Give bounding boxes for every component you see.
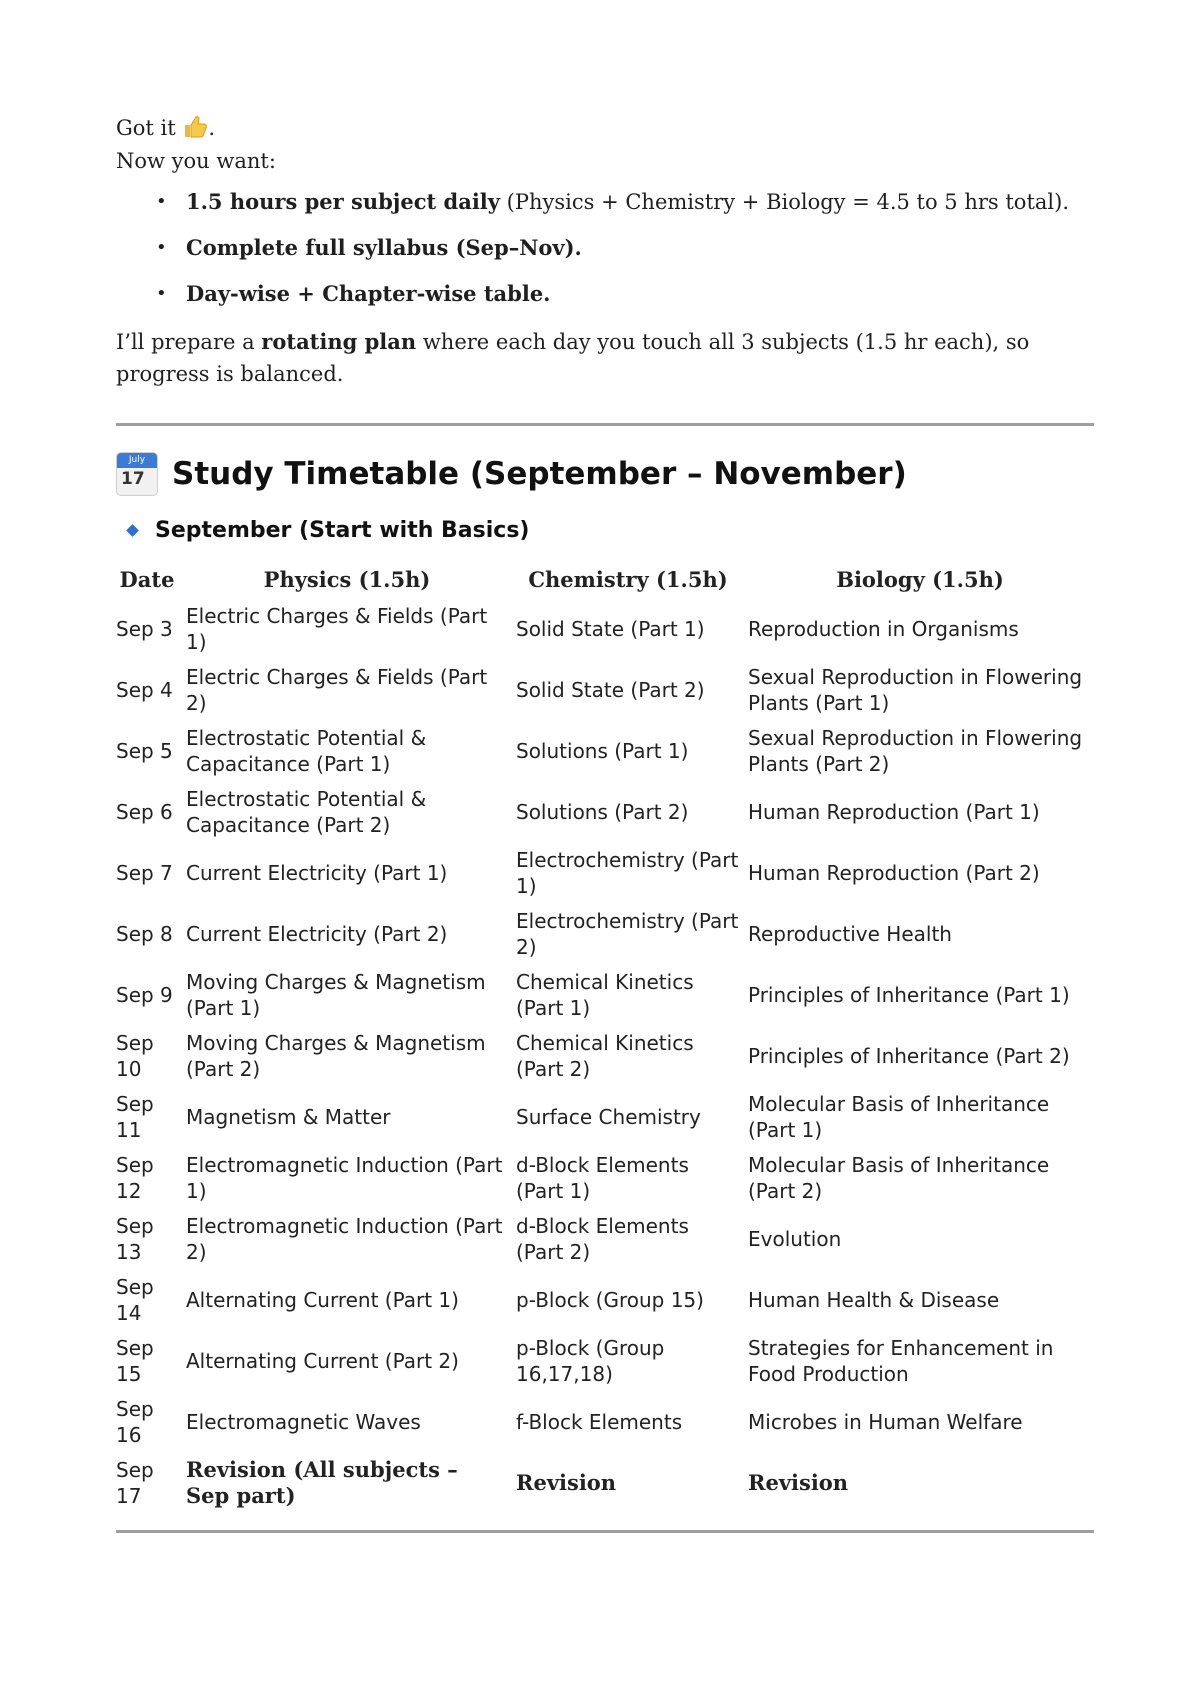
requirement-bold: Complete full syllabus (Sep–Nov). [186, 235, 582, 260]
cell-chemistry: p-Block (Group 16,17,18) [516, 1335, 665, 1386]
cell-date: Sep 15 [116, 1335, 154, 1386]
cell-physics: Alternating Current (Part 1) [186, 1287, 459, 1312]
list-item [186, 188, 1094, 216]
cell-biology: Strategies for Enhancement in Food Production [748, 1335, 1054, 1386]
table-row [112, 1208, 1096, 1269]
table-row [112, 1452, 1096, 1513]
intro-section [116, 112, 1094, 390]
cell-physics: Magnetism & Matter [186, 1104, 391, 1129]
divider [116, 1530, 1094, 1533]
cell-chemistry: Solid State (Part 2) [516, 677, 705, 702]
requirements-list [116, 188, 1094, 308]
cell-chemistry: Solid State (Part 1) [516, 616, 705, 641]
table-row [112, 1147, 1096, 1208]
cell-date: Sep 11 [116, 1091, 154, 1142]
cell-biology: Evolution [748, 1226, 842, 1251]
cell-chemistry: Chemical Kinetics (Part 2) [516, 1030, 694, 1081]
cell-date: Sep 9 [116, 982, 173, 1007]
table-row [112, 1391, 1096, 1452]
cell-physics: Electrostatic Potential & Capacitance (Part 2) [186, 786, 427, 837]
cell-physics: Revision (All subjects – Sep part) [186, 1456, 458, 1508]
cell-date: Sep 7 [116, 860, 173, 885]
cell-biology: Human Reproduction (Part 2) [748, 860, 1040, 885]
table-row [112, 598, 1096, 659]
requirement-bold: Day-wise + Chapter-wise table. [186, 281, 551, 306]
cell-chemistry: d-Block Elements (Part 1) [516, 1152, 689, 1203]
page-title: Study Timetable (September – November) [172, 456, 907, 492]
cell-date: Sep 8 [116, 921, 173, 946]
cell-physics: Electromagnetic Waves [186, 1409, 421, 1434]
table-row [112, 659, 1096, 720]
calendar-icon [116, 452, 158, 496]
got-it-text: Got it [116, 116, 176, 140]
list-item [186, 234, 1094, 262]
calendar-icon-month: July [117, 453, 157, 468]
cell-physics: Current Electricity (Part 1) [186, 860, 448, 885]
table-row [112, 903, 1096, 964]
header-biology: Biology (1.5h) [836, 566, 1004, 592]
now-you-want: Now you want: [116, 149, 276, 173]
plan-prefix: I’ll prepare a [116, 330, 262, 354]
got-it-period: . [208, 116, 216, 140]
cell-date: Sep 14 [116, 1274, 154, 1325]
cell-biology: Microbes in Human Welfare [748, 1409, 1023, 1434]
table-header-row [112, 560, 1096, 598]
list-item [186, 280, 1094, 308]
cell-physics: Moving Charges & Magnetism (Part 1) [186, 969, 486, 1020]
cell-date: Sep 6 [116, 799, 173, 824]
section-row [128, 518, 529, 543]
cell-date: Sep 10 [116, 1030, 154, 1081]
cell-chemistry: Solutions (Part 1) [516, 738, 689, 763]
table-row [112, 720, 1096, 781]
cell-physics: Moving Charges & Magnetism (Part 2) [186, 1030, 486, 1081]
table-row [112, 1269, 1096, 1330]
thumbs-up-icon [182, 115, 208, 139]
header-physics: Physics (1.5h) [263, 566, 431, 592]
cell-biology: Principles of Inheritance (Part 2) [748, 1043, 1070, 1068]
header-chemistry: Chemistry (1.5h) [528, 566, 728, 592]
requirement-bold: 1.5 hours per subject daily [186, 189, 500, 214]
cell-chemistry: Electrochemistry (Part 2) [516, 908, 739, 959]
table-row [112, 1330, 1096, 1391]
cell-biology: Revision [748, 1469, 849, 1495]
cell-date: Sep 4 [116, 677, 173, 702]
table-row [112, 1025, 1096, 1086]
requirement-rest: (Physics + Chemistry + Biology = 4.5 to 5 hrs total). [500, 190, 1069, 214]
cell-chemistry: Revision [516, 1469, 617, 1495]
cell-chemistry: Electrochemistry (Part 1) [516, 847, 739, 898]
calendar-icon-day: 17 [121, 469, 145, 489]
cell-physics: Electric Charges & Fields (Part 2) [186, 664, 488, 715]
section-title: September (Start with Basics) [155, 518, 530, 543]
cell-date: Sep 16 [116, 1396, 154, 1447]
plan-bold: rotating plan [261, 329, 417, 354]
cell-date: Sep 3 [116, 616, 173, 641]
cell-physics: Current Electricity (Part 2) [186, 921, 448, 946]
cell-biology: Human Reproduction (Part 1) [748, 799, 1040, 824]
table-body [112, 598, 1096, 1513]
plan-suffix: where each day you touch all 3 subjects (1.5 hr each), so progress is balanced. [116, 330, 1030, 386]
cell-physics: Electromagnetic Induction (Part 2) [186, 1213, 503, 1264]
cell-date: Sep 5 [116, 738, 173, 763]
cell-date: Sep 17 [116, 1457, 154, 1508]
got-it-line [116, 112, 1094, 145]
cell-chemistry: Chemical Kinetics (Part 1) [516, 969, 694, 1020]
cell-chemistry: p-Block (Group 15) [516, 1287, 704, 1312]
cell-physics: Electric Charges & Fields (Part 1) [186, 603, 488, 654]
table-row [112, 964, 1096, 1025]
cell-biology: Reproduction in Organisms [748, 616, 1019, 641]
cell-biology: Principles of Inheritance (Part 1) [748, 982, 1070, 1007]
cell-physics: Electromagnetic Induction (Part 1) [186, 1152, 503, 1203]
cell-chemistry: f-Block Elements [516, 1409, 683, 1434]
cell-biology: Reproductive Health [748, 921, 952, 946]
cell-biology: Sexual Reproduction in Flowering Plants (Part 1) [748, 664, 1083, 715]
cell-chemistry: Surface Chemistry [516, 1104, 701, 1129]
cell-biology: Molecular Basis of Inheritance (Part 2) [748, 1152, 1050, 1203]
header-date: Date [119, 566, 175, 592]
table-row [112, 1086, 1096, 1147]
diamond-icon [126, 524, 139, 537]
table-row [112, 781, 1096, 842]
table-row [112, 842, 1096, 903]
cell-date: Sep 12 [116, 1152, 154, 1203]
cell-chemistry: Solutions (Part 2) [516, 799, 689, 824]
cell-chemistry: d-Block Elements (Part 2) [516, 1213, 689, 1264]
divider [116, 423, 1094, 426]
cell-physics: Electrostatic Potential & Capacitance (Part 1) [186, 725, 427, 776]
cell-physics: Alternating Current (Part 2) [186, 1348, 459, 1373]
cell-biology: Molecular Basis of Inheritance (Part 1) [748, 1091, 1050, 1142]
cell-date: Sep 13 [116, 1213, 154, 1264]
cell-biology: Human Health & Disease [748, 1287, 1000, 1312]
plan-paragraph [116, 326, 1094, 390]
cell-biology: Sexual Reproduction in Flowering Plants (Part 2) [748, 725, 1083, 776]
title-row [116, 452, 907, 496]
timetable [112, 560, 1096, 1513]
